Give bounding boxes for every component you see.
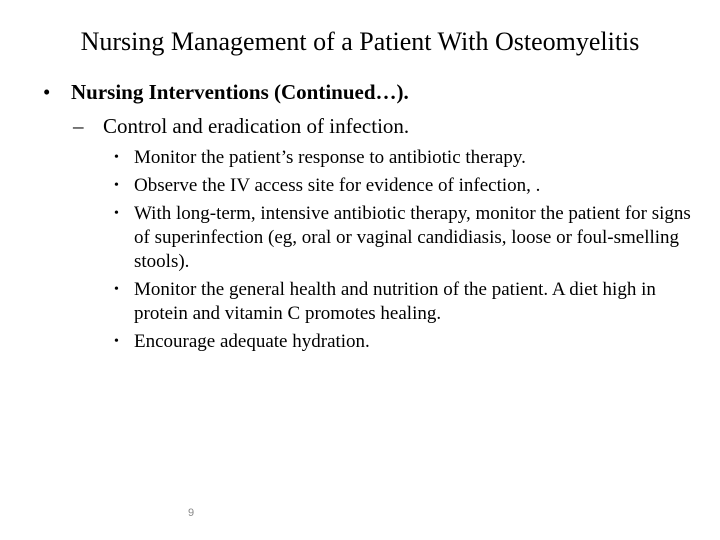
list-item (114, 330, 694, 354)
bullet-icon: • (114, 178, 119, 193)
list-item (114, 174, 694, 198)
bullet-icon: • (114, 206, 119, 221)
level1-bullet-icon: • (43, 80, 51, 104)
list-item-text: With long-term, intensive antibiotic therapy, monitor the patient for signs of superinfection (eg, oral or vaginal candidiasis, loose or foul-smelling stools). (134, 203, 691, 272)
list-item-text: Encourage adequate hydration. (134, 331, 370, 352)
bullet-icon: • (114, 150, 119, 165)
bullet-icon: • (114, 334, 119, 349)
list-item-text: Monitor the general health and nutrition of the patient. A diet high in protein and vitamin C promotes healing. (134, 279, 656, 324)
level2-dash-icon: – (73, 114, 84, 138)
level1-text: Nursing Interventions (Continued…). (71, 80, 409, 104)
list-item-text: Monitor the patient’s response to antibiotic therapy. (134, 147, 526, 168)
list-item (114, 278, 694, 326)
level2-bullet-item (73, 113, 409, 139)
level3-bullet-list (114, 146, 694, 358)
list-item-text: Observe the IV access site for evidence of infection, . (134, 175, 541, 196)
level1-bullet-item (43, 79, 409, 105)
bullet-icon: • (114, 282, 119, 297)
list-item (114, 202, 694, 274)
level2-text: Control and eradication of infection. (103, 114, 410, 138)
page-number: 9 (188, 507, 195, 519)
slide-title: Nursing Management of a Patient With Osteomyelitis (80, 27, 640, 56)
list-item (114, 146, 694, 170)
